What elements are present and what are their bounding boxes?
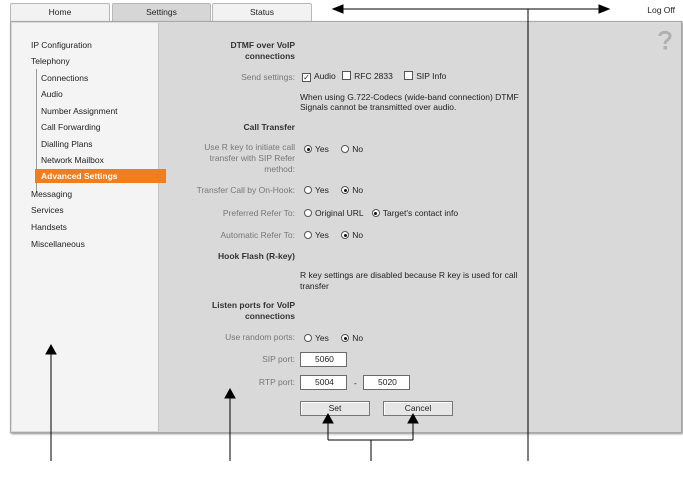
yes-label: Yes bbox=[315, 144, 329, 154]
dtmf-note-line1: When using G.722-Codecs (wide-band connection) DTMF bbox=[300, 92, 519, 102]
dtmf-section-title-line2: connections bbox=[244, 51, 295, 61]
sip-port-input[interactable]: 5060 bbox=[300, 352, 347, 367]
rfc2833-checkbox[interactable] bbox=[342, 71, 351, 80]
rkey-transfer-no-radio[interactable] bbox=[341, 145, 349, 153]
sidebar-item-connections[interactable]: Connections bbox=[41, 73, 89, 83]
original-url-radio[interactable] bbox=[304, 209, 312, 217]
sidebar-item-telephony[interactable]: Telephony bbox=[31, 56, 70, 66]
rkey-transfer-options bbox=[304, 144, 363, 154]
rfc2833-option-label: RFC 2833 bbox=[354, 71, 393, 81]
hook-flash-note-line1: R key settings are disabled because R key is used for call bbox=[300, 270, 518, 280]
automatic-refer-options bbox=[304, 230, 363, 240]
audio-option-label: Audio bbox=[314, 71, 336, 81]
set-button[interactable]: Set bbox=[300, 401, 370, 416]
no-label: No bbox=[352, 144, 364, 154]
random-ports-options bbox=[304, 333, 363, 343]
sip-info-checkbox[interactable] bbox=[404, 71, 413, 80]
sidebar-item-messaging[interactable]: Messaging bbox=[31, 189, 73, 199]
tab-settings[interactable]: Settings bbox=[112, 3, 211, 22]
sidebar-item-number-assignment[interactable]: Number Assignment bbox=[41, 106, 118, 116]
settings-panel bbox=[10, 21, 682, 433]
send-settings-label: Send settings: bbox=[241, 72, 295, 82]
sidebar-nav bbox=[12, 23, 159, 431]
help-icon[interactable] bbox=[657, 30, 673, 52]
auto-refer-yes-radio[interactable] bbox=[304, 231, 312, 239]
onhook-transfer-options bbox=[304, 185, 363, 195]
onhook-yes-radio[interactable] bbox=[304, 186, 312, 194]
send-settings-options bbox=[302, 71, 446, 82]
random-ports-no-radio[interactable] bbox=[341, 334, 349, 342]
onhook-transfer-label: Transfer Call by On-Hook: bbox=[196, 185, 295, 195]
rkey-transfer-label-line1: Use R key to initiate call bbox=[204, 142, 295, 152]
yes-label: Yes bbox=[315, 333, 329, 343]
tab-home[interactable]: Home bbox=[10, 3, 110, 21]
rtp-port-label: RTP port: bbox=[258, 377, 295, 387]
no-label: No bbox=[352, 185, 364, 195]
listen-ports-title-line1: Listen ports for VoIP bbox=[212, 300, 295, 310]
dtmf-section-title-line1: DTMF over VoIP bbox=[230, 40, 295, 50]
sip-info-option-label: SIP Info bbox=[416, 71, 447, 81]
listen-ports-title-line2: connections bbox=[244, 311, 295, 321]
call-transfer-section-title: Call Transfer bbox=[243, 122, 295, 132]
logoff-link[interactable]: Log Off bbox=[647, 5, 675, 15]
yes-label: Yes bbox=[315, 230, 329, 240]
random-ports-yes-radio[interactable] bbox=[304, 334, 312, 342]
rtp-range-separator: - bbox=[354, 378, 357, 388]
onhook-no-radio[interactable] bbox=[341, 186, 349, 194]
cancel-button[interactable]: Cancel bbox=[383, 401, 453, 416]
sidebar-item-network-mailbox[interactable]: Network Mailbox bbox=[41, 155, 104, 165]
no-label: No bbox=[352, 333, 364, 343]
random-ports-label: Use random ports: bbox=[225, 332, 295, 342]
sidebar-item-services[interactable]: Services bbox=[31, 205, 64, 215]
sidebar-item-advanced-settings[interactable]: Advanced Settings bbox=[35, 169, 166, 183]
yes-label: Yes bbox=[315, 185, 329, 195]
target-contact-label: Target's contact info bbox=[382, 208, 459, 218]
sidebar-item-call-forwarding[interactable]: Call Forwarding bbox=[41, 122, 101, 132]
rtp-port-to-input[interactable]: 5020 bbox=[363, 375, 410, 390]
tab-status[interactable]: Status bbox=[212, 3, 312, 21]
original-url-label: Original URL bbox=[315, 208, 364, 218]
sip-port-label: SIP port: bbox=[262, 354, 295, 364]
sidebar-item-miscellaneous[interactable]: Miscellaneous bbox=[31, 239, 85, 249]
sidebar-item-ip-configuration[interactable]: IP Configuration bbox=[31, 40, 92, 50]
rkey-transfer-label-line2: transfer with SIP Refer bbox=[209, 153, 295, 163]
no-label: No bbox=[352, 230, 364, 240]
dtmf-note-line2: Signals cannot be transmitted over audio. bbox=[300, 102, 457, 112]
rkey-transfer-label-line3: method: bbox=[264, 164, 295, 174]
audio-checkbox[interactable]: ✓ bbox=[303, 73, 310, 82]
auto-refer-no-radio[interactable] bbox=[341, 231, 349, 239]
sidebar-item-audio[interactable]: Audio bbox=[41, 89, 63, 99]
rkey-transfer-yes-radio[interactable] bbox=[304, 145, 312, 153]
automatic-refer-label: Automatic Refer To: bbox=[220, 230, 295, 240]
hook-flash-note-line2: transfer bbox=[300, 281, 329, 291]
target-contact-radio[interactable] bbox=[372, 209, 380, 217]
sidebar-item-handsets[interactable]: Handsets bbox=[31, 222, 67, 232]
rtp-port-from-input[interactable]: 5004 bbox=[300, 375, 347, 390]
hook-flash-section-title: Hook Flash (R-key) bbox=[218, 251, 295, 261]
preferred-refer-options bbox=[304, 208, 458, 218]
sidebar-item-dialling-plans[interactable]: Dialling Plans bbox=[41, 139, 93, 149]
preferred-refer-label: Preferred Refer To: bbox=[222, 208, 295, 218]
